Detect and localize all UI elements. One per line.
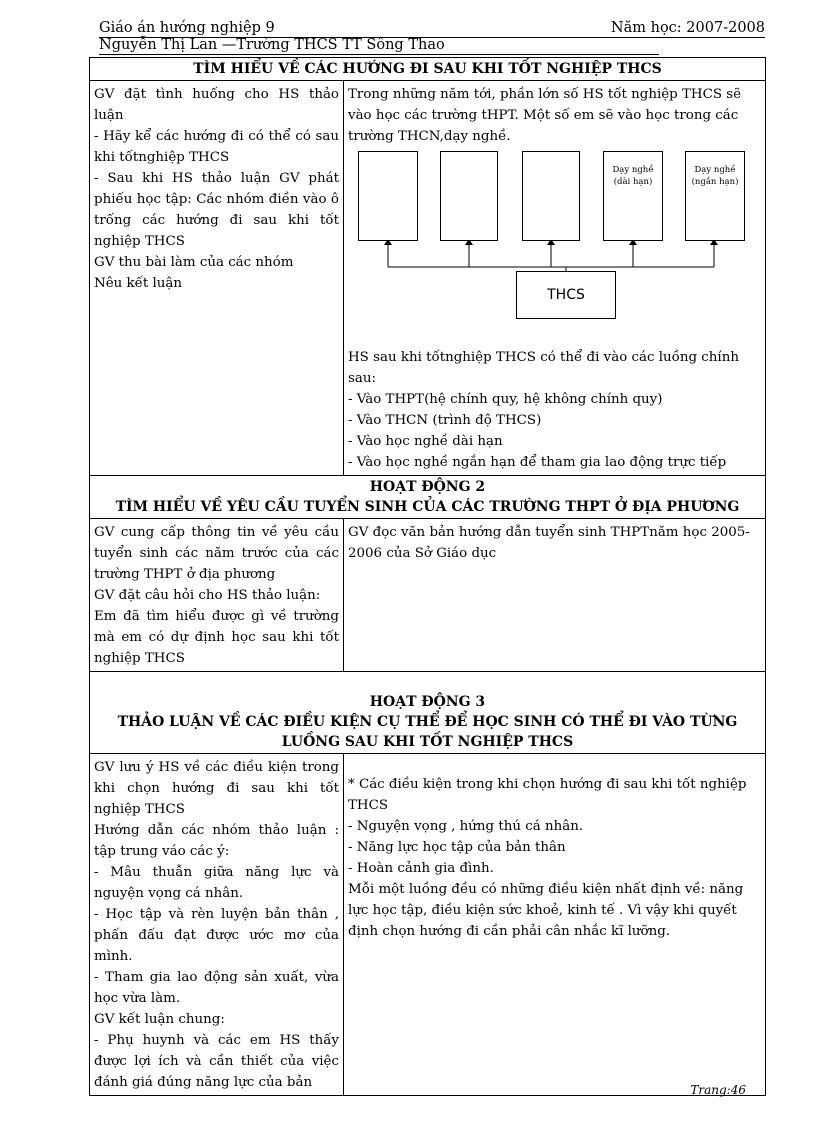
section3-right-p5: Mỗi một luồng đều có những điều kiện nhất định về: năng lực học tập, điều kiện sức khoẻ, kinh tế . Vì vậy khi quyết định chọn hướng đi cần phải cân nhắc kĩ lưỡng. bbox=[348, 882, 744, 939]
section3-teacher-column bbox=[90, 754, 344, 1096]
page-header-top bbox=[99, 20, 765, 38]
section3-right-p2: - Nguyện vọng , hứng thú cá nhân. bbox=[348, 819, 584, 834]
section2-right-p1: GV đọc văn bản hướng dẫn tuyển sinh THPTnăm học 2005- 2006 của Sở Giáo dục bbox=[348, 525, 750, 561]
section1-content-row bbox=[90, 81, 766, 476]
section3-left-p1: GV lưu ý HS về các điều kiện trong khi chọn hướng đi sau khi tốt nghiệp THCS bbox=[94, 760, 339, 817]
pathway-box-long-vocational: Dạy nghề (dài hạn) bbox=[603, 151, 663, 241]
section1-intro: Trong những năm tới, phần lớn số HS tốt nghiệp THCS sẽ vào học các trường tHPT. Một số em sẽ vào học trong các trường THCN,dạy nghề. bbox=[348, 87, 742, 144]
header-author: Nguyễn Thị Lan —Trường THCS TT Sông Thao bbox=[99, 37, 659, 55]
section1-after-p3: - Vào THCN (trình độ THCS) bbox=[348, 413, 542, 428]
section2-content-row bbox=[90, 519, 766, 672]
section1-left-p2: - Hãy kể các hướng đi có thể có sau khi tốtnghiệp THCS bbox=[94, 129, 339, 165]
pathway-box-2 bbox=[440, 151, 498, 241]
pathway-box-1 bbox=[358, 151, 418, 241]
section2-left-p1: GV cung cấp thông tin về yêu cầu tuyển sinh các năm trước của các trường THPT ở địa phương bbox=[94, 525, 339, 582]
section3-right-p1: * Các điều kiện trong khi chọn hướng đi sau khi tốt nghiệp THCS bbox=[348, 777, 747, 813]
lesson-table bbox=[89, 57, 766, 1096]
section3-content-column bbox=[344, 754, 766, 1096]
section1-left-p4: GV thu bài làm của các nhóm bbox=[94, 255, 294, 270]
header-school-year: Năm học: 2007-2008 bbox=[610, 20, 765, 36]
section2-teacher-column bbox=[90, 519, 344, 672]
section3-left-p6: GV kết luận chung: bbox=[94, 1012, 225, 1027]
section1-after-p4: - Vào học nghề dài hạn bbox=[348, 434, 503, 449]
section1-title: TÌM HIỂU VỀ CÁC HƯỚNG ĐI SAU KHI TỐT NGHIỆP THCS bbox=[90, 58, 766, 81]
section3-right-p4: - Hoàn cảnh gia đình. bbox=[348, 861, 494, 876]
section2-left-p3: Em đã tìm hiểu được gì về trường mà em có dự định học sau khi tốt nghiệp THCS bbox=[94, 609, 339, 666]
section1-after-p1: HS sau khi tốtnghiệp THCS có thể đi vào các luồng chính sau: bbox=[348, 350, 739, 386]
section3-title-row bbox=[90, 672, 766, 754]
section2-content-column bbox=[344, 519, 766, 672]
section3-left-p7: - Phụ huynh và các em HS thấy được lợi ích và cần thiết của việc đánh giá đúng năng lực của bản bbox=[94, 1033, 339, 1090]
section1-left-p3: - Sau khi HS thảo luận GV phát phiếu học tập: Các nhóm điền vào ô trống các hướng đi sau khi tốt nghiệp THCS bbox=[94, 171, 339, 249]
section1-left-p5: Nêu kết luận bbox=[94, 276, 183, 291]
section2-left-p2: GV đặt câu hỏi cho HS thảo luận: bbox=[94, 588, 321, 603]
section1-after-p5: - Vào học nghề ngắn hạn để tham gia lao động trực tiếp bbox=[348, 455, 727, 470]
section3-content-row bbox=[90, 754, 766, 1096]
section3-title-line1: HOẠT ĐỘNG 3 bbox=[369, 694, 486, 710]
section2-title bbox=[90, 476, 766, 519]
section3-title-line2: THẢO LUẬN VỀ CÁC ĐIỀU KIỆN CỤ THỂ ĐỂ HỌC SINH CÓ THỂ ĐI VÀO TỪNG LUỒNG SAU KHI TỐT NGHIỆP THCS bbox=[117, 714, 738, 750]
pathway-box-3 bbox=[522, 151, 580, 241]
section3-right-p3: - Năng lực học tập của bản thân bbox=[348, 840, 566, 855]
pathway-diagram bbox=[358, 151, 752, 341]
section3-left-p5: - Tham gia lao động sản xuất, vừa học vừa làm. bbox=[94, 970, 339, 1006]
section1-teacher-column bbox=[90, 81, 344, 476]
pathway-box-short-vocational: Dạy nghề (ngắn hạn) bbox=[685, 151, 745, 241]
section3-left-p3: - Mâu thuẫn giữa năng lực và nguyện vọng cá nhân. bbox=[94, 865, 339, 901]
section1-after-p2: - Vào THPT(hệ chính quy, hệ không chính quy) bbox=[348, 392, 663, 407]
section1-title-row bbox=[90, 58, 766, 81]
section3-left-p2: Hướng dẫn các nhóm thảo luận : tập trung váo các ý: bbox=[94, 823, 339, 859]
section2-title-row bbox=[90, 476, 766, 519]
page-number: Trang:46 bbox=[690, 1083, 746, 1097]
pathway-center-thcs: THCS bbox=[516, 271, 616, 319]
section1-content-column bbox=[344, 81, 766, 476]
section3-title bbox=[90, 672, 766, 754]
section2-title-line2: TÌM HIỂU VỀ YÊU CẦU TUYỂN SINH CỦA CÁC TRƯỜNG THPT Ở ĐỊA PHƯƠNG bbox=[115, 499, 740, 515]
section2-title-line1: HOẠT ĐỘNG 2 bbox=[369, 479, 486, 495]
header-subject: Giáo án hướng nghiệp 9 bbox=[99, 20, 275, 36]
section3-left-p4: - Học tập và rèn luyện bản thân , phấn đấu đạt được ước mơ của mình. bbox=[94, 907, 339, 964]
section1-left-p1: GV đặt tình huống cho HS thảo luận bbox=[94, 87, 339, 123]
